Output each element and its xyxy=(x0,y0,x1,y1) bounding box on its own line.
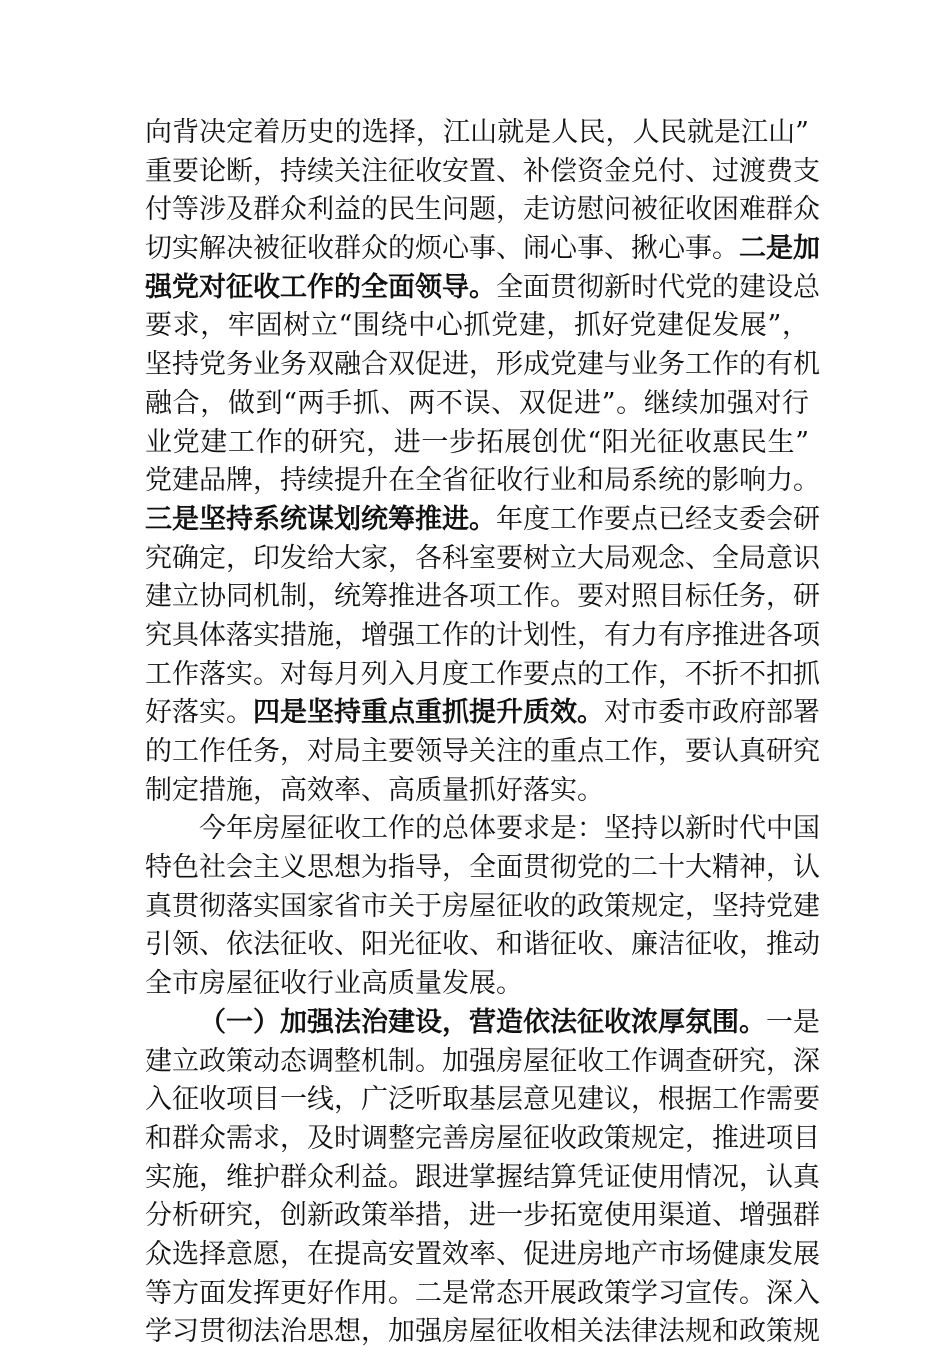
bold-heading-text: 强党对征收工作的全面领导。 xyxy=(145,271,496,303)
body-text: 年度工作要点已经支委会研 xyxy=(496,503,820,535)
text-line xyxy=(145,385,809,424)
body-text: 等方面发挥更好作用。二是常态开展政策学习宣传。深入 xyxy=(145,1277,820,1309)
text-line xyxy=(145,578,820,617)
body-text: 真贯彻落实国家省市关于房屋征收的政策规定，坚持党建 xyxy=(145,890,820,922)
text-line xyxy=(145,1197,820,1236)
text-line xyxy=(145,1081,820,1120)
body-text: 和群众需求，及时调整完善房屋征收政策规定，推进项目 xyxy=(145,1122,820,1154)
body-text: 一是 xyxy=(766,1006,820,1038)
text-line xyxy=(145,849,820,888)
body-text: 重要论断，持续关注征收安置、补偿资金兑付、过渡费支 xyxy=(145,155,820,187)
text-line xyxy=(145,424,809,463)
body-text: （一）加强法治建设，营造依法征收浓厚氛围。 xyxy=(199,1006,766,1038)
body-text: 分析研究，创新政策举措，进一步拓宽使用渠道、增强群 xyxy=(145,1200,820,1232)
body-text: 全市房屋征收行业高质量发展。 xyxy=(145,968,523,1000)
text-line xyxy=(145,153,820,192)
text-line xyxy=(145,656,820,695)
text-line xyxy=(145,772,809,811)
body-text: 学习贯彻法治思想，加强房屋征收相关法律法规和政策规 xyxy=(145,1316,820,1348)
text-line xyxy=(145,114,809,153)
body-text: 实施，维护群众利益。跟进掌握结算凭证使用情况，认真 xyxy=(145,1161,820,1193)
text-line xyxy=(145,810,820,849)
body-text: 党建品牌，持续提升在全省征收行业和局系统的影响力。 xyxy=(145,465,820,497)
body-text: 建立政策动态调整机制。加强房屋征收工作调查研究，深 xyxy=(145,1045,820,1077)
text-line xyxy=(145,1275,820,1314)
bold-heading-text: 二是加 xyxy=(739,233,820,265)
bold-heading-text: 三是坚持系统谋划统筹推进。 xyxy=(145,503,496,535)
text-line xyxy=(145,733,820,772)
text-line xyxy=(145,501,820,540)
text-line xyxy=(145,1313,820,1352)
body-text: 付等涉及群众利益的民生问题，走访慰问被征收困难群众 xyxy=(145,194,820,226)
body-text: 业党建工作的研究，进一步拓展创优“阳光征收惠民生” xyxy=(145,426,809,458)
text-line xyxy=(145,540,820,579)
body-text: 入征收项目一线，广泛听取基层意见建议，根据工作需要 xyxy=(145,1084,820,1116)
text-line xyxy=(145,694,820,733)
text-line xyxy=(145,1120,820,1159)
body-text: 究具体落实措施，增强工作的计划性，有力有序推进各项 xyxy=(145,619,820,651)
text-line xyxy=(145,346,820,385)
text-line xyxy=(145,1043,820,1082)
text-line xyxy=(145,1159,820,1198)
body-text: 的工作任务，对局主要领导关注的重点工作，要认真研究 xyxy=(145,736,820,767)
body-text: 要求，牢固树立“围绕中心抓党建，抓好党建促发展”， xyxy=(145,310,809,342)
body-text: 引领、依法征收、阳光征收、和谐征收、廉洁征收，推动 xyxy=(145,929,820,961)
bold-heading-text: 四是坚持重点重抓提升质效。 xyxy=(253,697,604,729)
body-text: 今年房屋征收工作的总体要求是：坚持以新时代中国 xyxy=(199,813,820,845)
body-text: 工作落实。对每月列入月度工作要点的工作，不折不扣抓 xyxy=(145,658,820,690)
body-text: 建立协同机制，统筹推进各项工作。要对照目标任务，研 xyxy=(145,581,820,613)
text-line xyxy=(145,965,809,1004)
body-text: 究确定，印发给大家，各科室要树立大局观念、全局意识 xyxy=(145,542,820,574)
text-line xyxy=(145,307,809,346)
body-text: 众选择意愿，在提高安置效率、促进房地产市场健康发展 xyxy=(145,1238,820,1270)
text-line xyxy=(145,1236,820,1275)
body-text: 好落实。 xyxy=(145,697,253,729)
document-body xyxy=(145,114,820,1352)
body-text: 融合，做到“两手抓、两不误、双促进”。继续加强对行 xyxy=(145,387,809,419)
body-text: 特色社会主义思想为指导，全面贯彻党的二十大精神，认 xyxy=(145,852,820,884)
text-line xyxy=(145,230,820,269)
body-text: 制定措施，高效率、高质量抓好落实。 xyxy=(145,774,604,806)
body-text: 坚持党务业务双融合双促进，形成党建与业务工作的有机 xyxy=(145,349,820,381)
text-line xyxy=(145,191,820,230)
body-text: 全面贯彻新时代党的建设总 xyxy=(496,271,820,303)
body-text: 对市委市政府部署 xyxy=(604,697,820,729)
body-text: 向背决定着历史的选择，江山就是人民，人民就是江山” xyxy=(145,117,809,148)
text-line xyxy=(145,462,820,501)
text-line xyxy=(145,926,820,965)
text-line xyxy=(145,269,820,308)
body-text: 切实解决被征收群众的烦心事、闹心事、揪心事。 xyxy=(145,233,739,265)
text-line xyxy=(145,888,820,927)
text-line xyxy=(145,617,820,656)
text-line xyxy=(145,1004,820,1043)
